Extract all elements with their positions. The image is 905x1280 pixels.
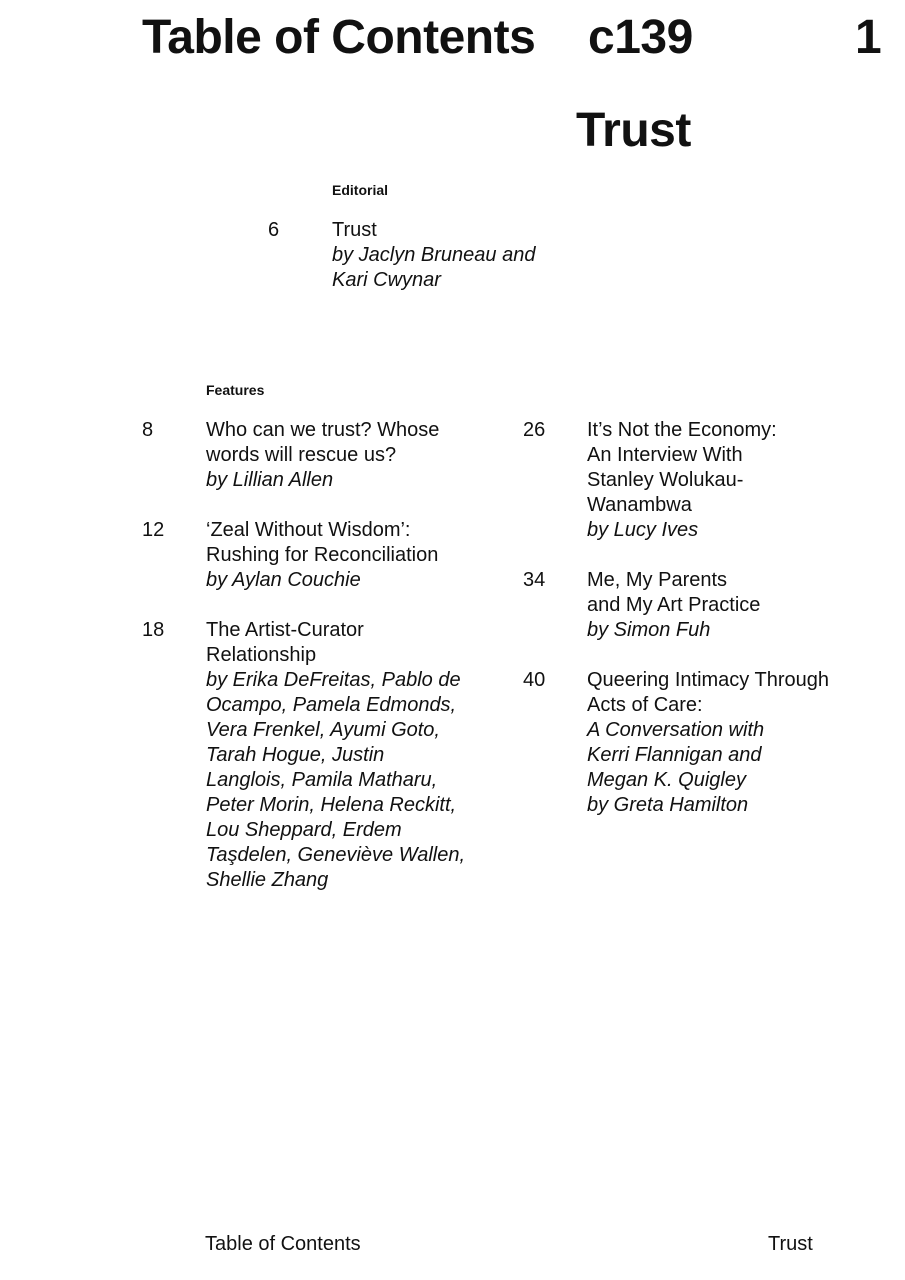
- entry-title-line: words will rescue us?: [206, 444, 397, 466]
- entry-subtitle-line: Megan K. Quigley: [587, 769, 746, 791]
- entry-title-line: An Interview With: [587, 444, 743, 466]
- feature-page: 18: [142, 619, 165, 641]
- entry-author-line: Vera Frenkel, Ayumi Goto,: [206, 719, 440, 741]
- feature-page: 34: [523, 569, 546, 591]
- feature-entry: [206, 618, 496, 893]
- editorial-label: Editorial: [332, 182, 389, 198]
- feature-entry: [587, 418, 887, 543]
- entry-author-line: Kari Cwynar: [332, 269, 441, 291]
- entry-author-line: Ocampo, Pamela Edmonds,: [206, 694, 457, 716]
- entry-title-line: Relationship: [206, 644, 317, 666]
- entry-subtitle-line: Kerri Flannigan and: [587, 744, 762, 766]
- entry-author-line: Peter Morin, Helena Reckitt,: [206, 794, 457, 816]
- entry-title-line: Queering Intimacy Through: [587, 669, 829, 691]
- entry-author-line: Tarah Hogue, Justin: [206, 744, 385, 766]
- entry-title-line: Who can we trust? Whose: [206, 419, 440, 441]
- footer-theme: Trust: [768, 1233, 813, 1255]
- entry-title-line: It’s Not the Economy:: [587, 419, 777, 441]
- feature-page: 8: [142, 419, 154, 441]
- feature-page: 40: [523, 669, 546, 691]
- feature-entry: [206, 518, 496, 593]
- features-label: Features: [206, 382, 265, 398]
- feature-entry: [587, 668, 887, 818]
- entry-title-line: Stanley Wolukau-: [587, 469, 744, 491]
- section-title: Table of Contents: [142, 11, 536, 64]
- entry-title-line: Acts of Care:: [587, 694, 703, 716]
- feature-entry: [206, 418, 496, 493]
- entry-subtitle-line: A Conversation with: [587, 719, 765, 741]
- entry-author-line: Langlois, Pamila Matharu,: [206, 769, 438, 791]
- entry-title-line: The Artist-Curator: [206, 619, 364, 641]
- editorial-page: 6: [268, 219, 280, 241]
- entry-author-line: by Greta Hamilton: [587, 794, 749, 816]
- entry-author-line: by Lillian Allen: [206, 469, 334, 491]
- footer-section: Table of Contents: [205, 1233, 361, 1255]
- entry-author-line: by Erika DeFreitas, Pablo de: [206, 669, 461, 691]
- entry-author-line: by Jaclyn Bruneau and: [332, 244, 536, 266]
- entry-title-line: Wanambwa: [587, 494, 692, 516]
- entry-title-line: Rushing for Reconciliation: [206, 544, 439, 566]
- entry-title-line: Me, My Parents: [587, 569, 728, 591]
- entry-author-line: Taşdelen, Geneviève Wallen,: [206, 844, 466, 866]
- entry-author-line: by Lucy Ives: [587, 519, 699, 541]
- feature-entry: [587, 568, 887, 643]
- page-number: 1: [855, 11, 882, 64]
- entry-title-line: and My Art Practice: [587, 594, 761, 616]
- feature-page: 12: [142, 519, 165, 541]
- entry-title-line: ‘Zeal Without Wisdom’:: [206, 519, 411, 541]
- theme-title: Trust: [576, 104, 691, 157]
- entry-author-line: by Aylan Couchie: [206, 569, 361, 591]
- entry-author-line: Lou Sheppard, Erdem: [206, 819, 402, 841]
- issue-number: c139: [588, 11, 693, 64]
- feature-page: 26: [523, 419, 546, 441]
- editorial-entry: [332, 218, 592, 293]
- entry-author-line: by Simon Fuh: [587, 619, 711, 641]
- entry-author-line: Shellie Zhang: [206, 869, 329, 891]
- entry-title-line: Trust: [332, 219, 377, 241]
